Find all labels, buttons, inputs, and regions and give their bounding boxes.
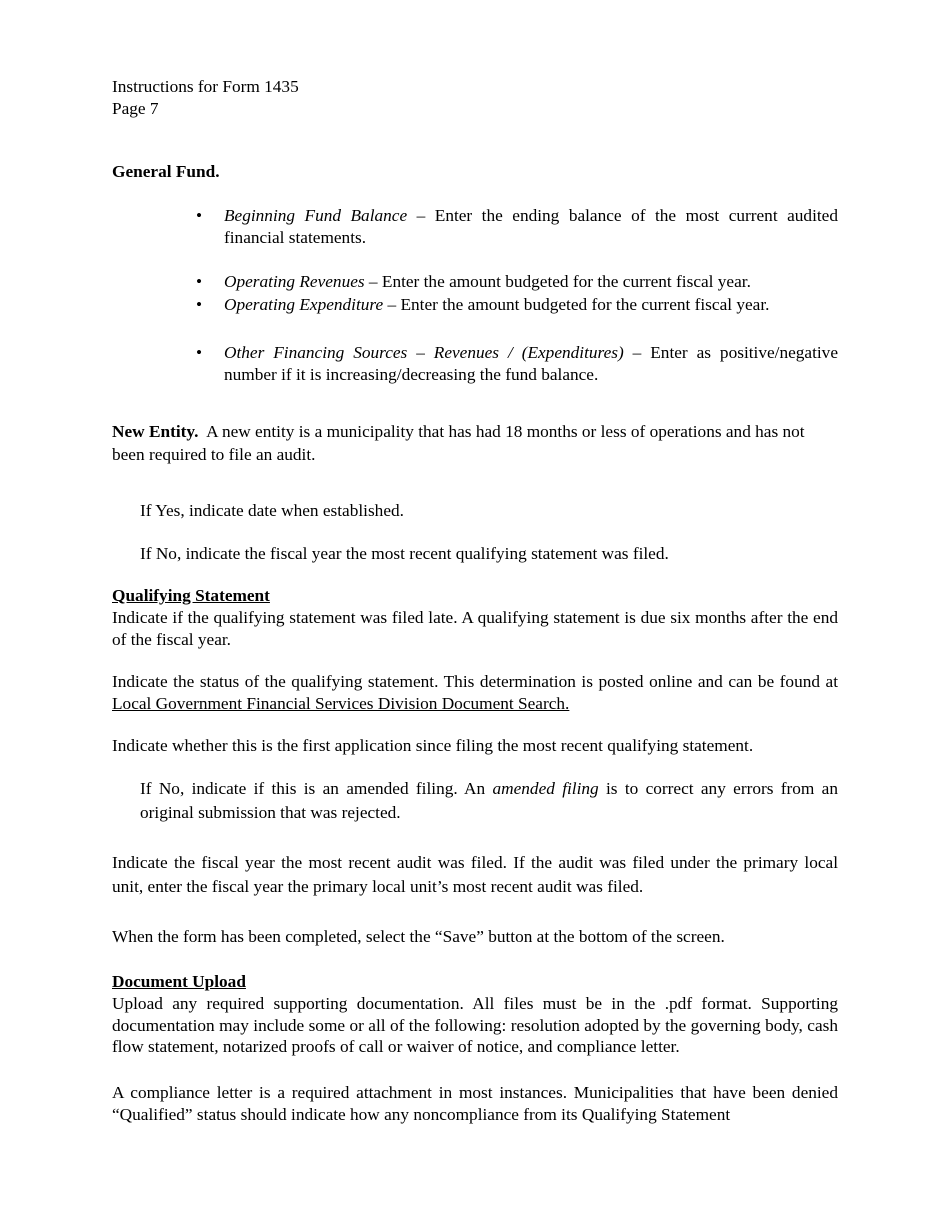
new-entity-paragraph [112,420,838,466]
document-upload-heading: Document Upload [112,972,246,991]
bullet-term: Other Financing Sources – Revenues / (Expenditures) [224,343,624,362]
new-entity-heading: New Entity. [112,422,199,441]
new-entity-if-yes: If Yes, indicate date when established. [140,501,404,520]
bullet-item [196,271,838,293]
bullet-icon: • [196,206,203,225]
amended-filing-term: amended filing [492,779,599,798]
bullet-term: Operating Expenditure [224,295,384,314]
bullet-item [196,294,838,316]
qualifying-p4 [140,777,838,825]
qualifying-p2-text: Indicate the status of the qualifying statement. This determination is posted online and can be found at [112,672,838,691]
new-entity-text: A new entity is a municipality that has had 18 months or less of operations and has not been required to file an audit. [112,422,809,464]
qualifying-p6: When the form has been completed, select the “Save” button at the bottom of the screen. [112,927,725,946]
general-fund-heading: General Fund. [112,162,220,181]
document-upload-p1: Upload any required supporting documentation. All files must be in the .pdf format. Supporting documentation may include some or all of the following: resolution adopted by the governing body, cash flow statement, notarized proofs of call or waiver of notice, and compliance letter. [112,994,838,1056]
qualifying-p2 [112,671,838,714]
bullet-term: Beginning Fund Balance [224,206,408,225]
bullet-text: – Enter the ending balance of the most current audited financial statements. [224,206,838,247]
page-header [112,76,838,119]
bullet-item [196,205,838,248]
new-entity-if-no: If No, indicate the fiscal year the most recent qualifying statement was filed. [140,544,669,563]
qualifying-p4-after: is to correct any errors from an original submission that was rejected. [140,779,838,822]
bullet-text: – Enter the amount budgeted for the current fiscal year. [383,295,770,314]
bullet-icon: • [196,343,203,362]
qualifying-p4-text: If No, indicate if this is an amended filing. An [140,779,493,798]
bullet-text: – Enter as positive/negative number if it is increasing/decreasing the fund balance. [224,343,838,384]
form-title: Instructions for Form 1435 [112,77,299,96]
qualifying-p3: Indicate whether this is the first application since filing the most recent qualifying statement. [112,736,754,755]
page-number: Page 7 [112,98,159,118]
bullet-text: – Enter the amount budgeted for the current fiscal year. [364,272,751,291]
bullet-icon: • [196,295,203,314]
bullet-term: Operating Revenues [224,272,365,291]
qualifying-statement-heading: Qualifying Statement [112,586,270,605]
qualifying-p5: Indicate the fiscal year the most recent audit was filed. If the audit was filed under the primary local unit, enter the fiscal year the primary local unit’s most recent audit was filed. [112,853,838,896]
document-upload-p2: A compliance letter is a required attachment in most instances. Municipalities that have been denied “Qualified” status should indicate how any noncompliance from its Qualifying Statement [112,1083,838,1124]
qualifying-p1: Indicate if the qualifying statement was filed late. A qualifying statement is due six months after the end of the fiscal year. [112,608,838,649]
bullet-item [196,342,838,385]
bullet-icon: • [196,272,203,291]
document-search-link[interactable]: Local Government Financial Services Division Document Search. [112,693,570,713]
